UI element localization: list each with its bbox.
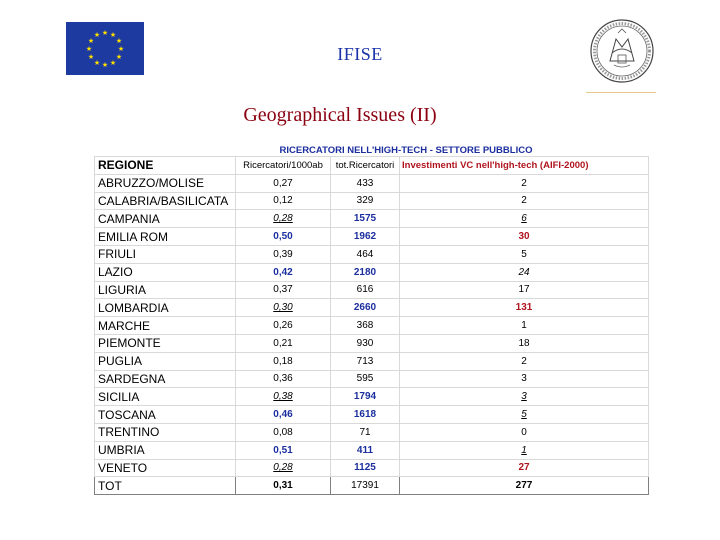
cell-per-thousand: 0,42 [236,263,331,281]
cell-per-thousand: 0,51 [236,441,331,459]
table-body [95,174,649,494]
cell-region: TOT [95,477,236,495]
group-header: RICERCATORI NELL'HIGH-TECH - SETTORE PUBBLICO [279,144,533,156]
cell-region: MARCHE [95,317,236,335]
cell-region: LAZIO [95,263,236,281]
cell-total: 616 [331,281,400,299]
cell-total: 713 [331,352,400,370]
cell-total: 1575 [331,210,400,228]
svg-text:★: ★ [117,45,125,53]
cell-total: 464 [331,245,400,263]
cell-vc: 24 [400,263,649,281]
svg-text:★: ★ [109,31,117,39]
cell-total: 1794 [331,388,400,406]
cell-per-thousand: 0,37 [236,281,331,299]
cell-total: 368 [331,317,400,335]
cell-vc: 5 [400,406,649,424]
cell-region: ABRUZZO/MOLISE [95,174,236,192]
column-header-total: tot.Ricercatori [331,157,400,175]
table-row [95,174,649,192]
cell-per-thousand: 0,31 [236,477,331,495]
org-title: IFISE [337,44,383,64]
svg-text:★: ★ [109,59,117,67]
cell-vc: 3 [400,388,649,406]
cell-vc: 277 [400,477,649,495]
table-row [95,388,649,406]
table-row [95,477,649,495]
table-row [95,406,649,424]
cell-per-thousand: 0,26 [236,317,331,335]
cell-vc: 2 [400,174,649,192]
university-seal-icon [588,17,656,93]
cell-region: PIEMONTE [95,334,236,352]
svg-text:★: ★ [87,37,95,45]
cell-vc: 27 [400,459,649,477]
cell-per-thousand: 0,39 [236,245,331,263]
table-row [95,370,649,388]
table-row [95,299,649,317]
svg-text:★: ★ [93,31,101,39]
cell-per-thousand: 0,12 [236,192,331,210]
group-spacer [95,144,236,157]
table-row [95,263,649,281]
cell-vc: 0 [400,423,649,441]
svg-text:★: ★ [93,59,101,67]
cell-total: 1125 [331,459,400,477]
svg-text:★: ★ [85,45,93,53]
table-row [95,192,649,210]
cell-total: 411 [331,441,400,459]
table-row [95,459,649,477]
table-row [95,245,649,263]
cell-vc: 6 [400,210,649,228]
cell-region: SARDEGNA [95,370,236,388]
table-row [95,317,649,335]
cell-total: 433 [331,174,400,192]
slide-title: Geographical Issues (II) [243,104,437,126]
cell-region: VENETO [95,459,236,477]
svg-text:★: ★ [101,61,109,69]
cell-per-thousand: 0,50 [236,228,331,246]
svg-text:★: ★ [87,53,95,61]
seal-underline [586,92,656,93]
cell-region: FRIULI [95,245,236,263]
cell-per-thousand: 0,36 [236,370,331,388]
cell-vc: 131 [400,299,649,317]
column-header-per-thousand: Ricercatori/1000ab [236,157,331,175]
cell-region: TRENTINO [95,423,236,441]
cell-per-thousand: 0,30 [236,299,331,317]
cell-per-thousand: 0,21 [236,334,331,352]
cell-vc: 17 [400,281,649,299]
svg-text:★: ★ [101,29,109,37]
svg-text:★: ★ [115,37,123,45]
cell-per-thousand: 0,28 [236,459,331,477]
column-header-region: REGIONE [95,157,236,175]
cell-vc: 2 [400,352,649,370]
cell-per-thousand: 0,28 [236,210,331,228]
cell-region: LOMBARDIA [95,299,236,317]
table-row [95,423,649,441]
cell-vc: 1 [400,317,649,335]
column-header-vc: Investimenti VC nell'high-tech (AIFI-2000) [400,157,649,175]
cell-per-thousand: 0,27 [236,174,331,192]
cell-total: 930 [331,334,400,352]
table-row [95,441,649,459]
svg-text:★: ★ [115,53,123,61]
cell-region: EMILIA ROM [95,228,236,246]
cell-region: CALABRIA/BASILICATA [95,192,236,210]
cell-vc: 1 [400,441,649,459]
table-row [95,352,649,370]
table-row [95,281,649,299]
cell-total: 1962 [331,228,400,246]
cell-vc: 18 [400,334,649,352]
cell-per-thousand: 0,38 [236,388,331,406]
cell-per-thousand: 0,46 [236,406,331,424]
research-table [94,144,648,493]
cell-per-thousand: 0,18 [236,352,331,370]
cell-region: SICILIA [95,388,236,406]
cell-region: PUGLIA [95,352,236,370]
cell-region: UMBRIA [95,441,236,459]
cell-vc: 5 [400,245,649,263]
table-row [95,210,649,228]
cell-region: LIGURIA [95,281,236,299]
cell-total: 17391 [331,477,400,495]
cell-total: 2180 [331,263,400,281]
cell-total: 2660 [331,299,400,317]
cell-total: 71 [331,423,400,441]
cell-vc: 2 [400,192,649,210]
cell-region: TOSCANA [95,406,236,424]
cell-vc: 30 [400,228,649,246]
cell-region: CAMPANIA [95,210,236,228]
cell-total: 1618 [331,406,400,424]
data-table [94,144,649,495]
cell-total: 329 [331,192,400,210]
table-row [95,334,649,352]
cell-total: 595 [331,370,400,388]
cell-per-thousand: 0,08 [236,423,331,441]
cell-vc: 3 [400,370,649,388]
table-row [95,228,649,246]
